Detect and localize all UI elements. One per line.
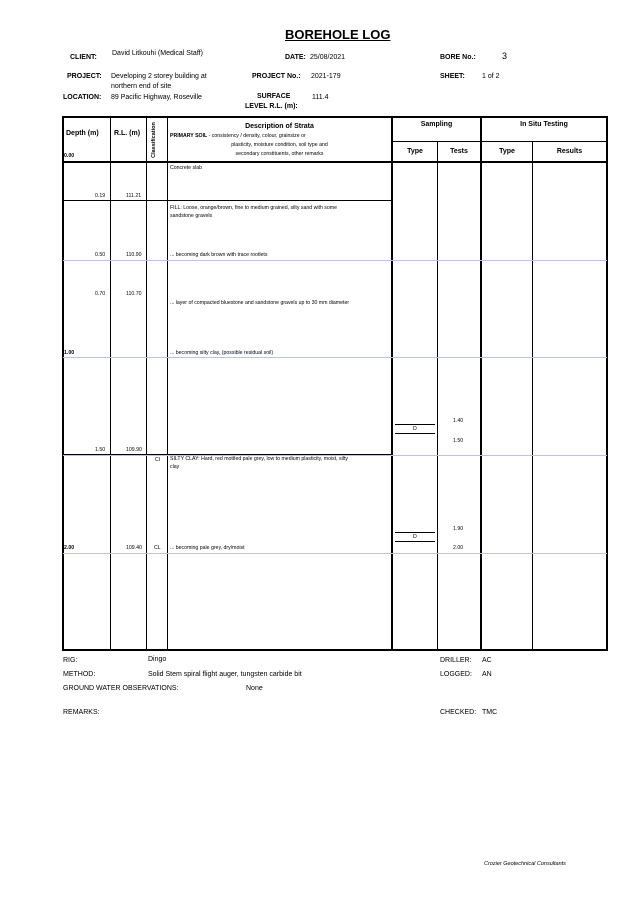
classification-header: Classification [151,122,157,158]
strata-boundary [63,454,392,455]
strata-description: ... becoming pale grey, dry/moist [170,545,245,551]
driller-label: DRILLER: [440,657,472,664]
classification-value: CL [154,545,161,551]
in-situ-header: In Situ Testing [520,121,568,128]
groundwater-value: None [246,685,263,692]
borehole-table [62,116,608,651]
project-line-2: northern end of site [111,83,172,90]
client-label: CLIENT: [70,54,97,61]
col-divider [391,117,393,650]
insitu-results-header: Results [556,148,583,155]
test-value: 1.90 [453,526,464,532]
sheet-label: SHEET: [440,73,465,80]
strata-description: SILTY CLAY: Hard, red mottled pale grey, low to medium plasticity, moist, silty [170,456,348,462]
bore-value: 3 [502,51,508,61]
date-value: 25/08/2021 [310,54,346,61]
classification-value: CI [155,457,161,463]
surface-level-label: LEVEL R.L. (m): [245,103,298,110]
strata-boundary [63,200,392,201]
depth-header: Depth (m) [66,130,99,137]
depth-gridline [63,260,607,261]
method-value: Solid Stem spiral flight auger, tungsten carbide bit [148,671,302,678]
surface-value: 111.4 [312,94,329,101]
logged-value: AN [482,671,492,678]
project-label: PROJECT: [67,73,102,80]
sampling-tests-header: Tests [450,148,468,155]
col-divider [146,117,147,650]
strata-description: ... becoming silty clay, (possible residual soil) [170,350,274,356]
depth-value: 0.50 [95,252,106,258]
row-divider [392,141,607,142]
checked-value: TMC [482,709,498,716]
insitu-type-header: Type [499,148,515,155]
logged-label: LOGGED: [440,671,472,678]
rl-value: 110.90 [126,252,142,258]
strata-description: FILL: Loose, orange/brown, fine to medium grained, silty sand with some [170,205,337,211]
depth-gridline [63,357,607,358]
strata-description: clay [170,464,180,470]
rl-header: R.L. (m) [114,130,141,137]
sheet-value: 1 of 2 [482,73,500,80]
project-line-1: Developing 2 storey building at [111,73,207,80]
strata-description: ... becoming dark brown with trace rootlets [170,252,268,258]
col-divider [167,117,168,650]
remarks-label: REMARKS: [63,709,100,716]
description-line-1: PRIMARY SOIL - consistency / density, colour, grainsize or [170,133,306,139]
depth-gridline [63,553,607,554]
sampling-type-header: Type [407,148,423,155]
depth-value: 0.70 [95,291,106,297]
description-header: Description of Strata [245,123,314,130]
depth-value: 1.50 [95,447,106,453]
test-value: 1.40 [453,418,464,424]
depth-value: 1.00 [64,350,75,356]
rl-value: 109.40 [126,545,142,551]
col-divider [532,141,533,650]
project-no-value: 2021-179 [311,73,341,80]
driller-value: AC [482,657,492,664]
sample-type: D [413,426,417,432]
col-divider [437,141,438,650]
test-value: 1.50 [453,438,464,444]
strata-description: Concrete slab [170,165,203,171]
company-name: Crozier Geotechnical Consultants [484,861,566,867]
location-label: LOCATION: [63,94,102,101]
description-line-3: secondary constituents, other remarks [235,151,324,157]
project-no-label: PROJECT No.: [252,73,301,80]
surface-label: SURFACE [257,93,291,100]
depth-value: 0.19 [95,193,106,199]
depth-start: 0.00 [64,153,75,159]
depth-value: 2.00 [64,545,75,551]
location-value: 89 Pacific Highway, Roseville [111,94,202,101]
bore-label: BORE No.: [440,54,476,61]
sampling-header: Sampling [420,121,453,128]
header-divider [63,161,607,163]
groundwater-label: GROUND WATER OBSERVATIONS: [63,685,179,692]
rig-value: Dingo [148,656,167,663]
checked-label: CHECKED: [440,709,477,716]
strata-description: sandstone gravels [170,213,213,219]
col-divider [480,117,482,650]
page-title: BOREHOLE LOG [285,27,391,42]
client-value: David Litkouhi (Medical Staff) [112,50,203,57]
description-line-2: plasticity, moisture condition, soil type and [231,142,328,148]
sample-type: D [413,534,417,540]
rl-value: 111.21 [126,193,142,199]
rl-value: 110.70 [126,291,142,297]
col-divider [110,117,111,650]
test-value: 2.00 [453,545,464,551]
method-label: METHOD: [63,671,96,678]
date-label: DATE: [285,54,306,61]
rl-value: 109.90 [126,447,142,453]
rig-label: RIG: [63,657,78,664]
strata-description: ... layer of compacted bluestone and sandstone gravels up to 30 mm diameter [170,300,350,306]
